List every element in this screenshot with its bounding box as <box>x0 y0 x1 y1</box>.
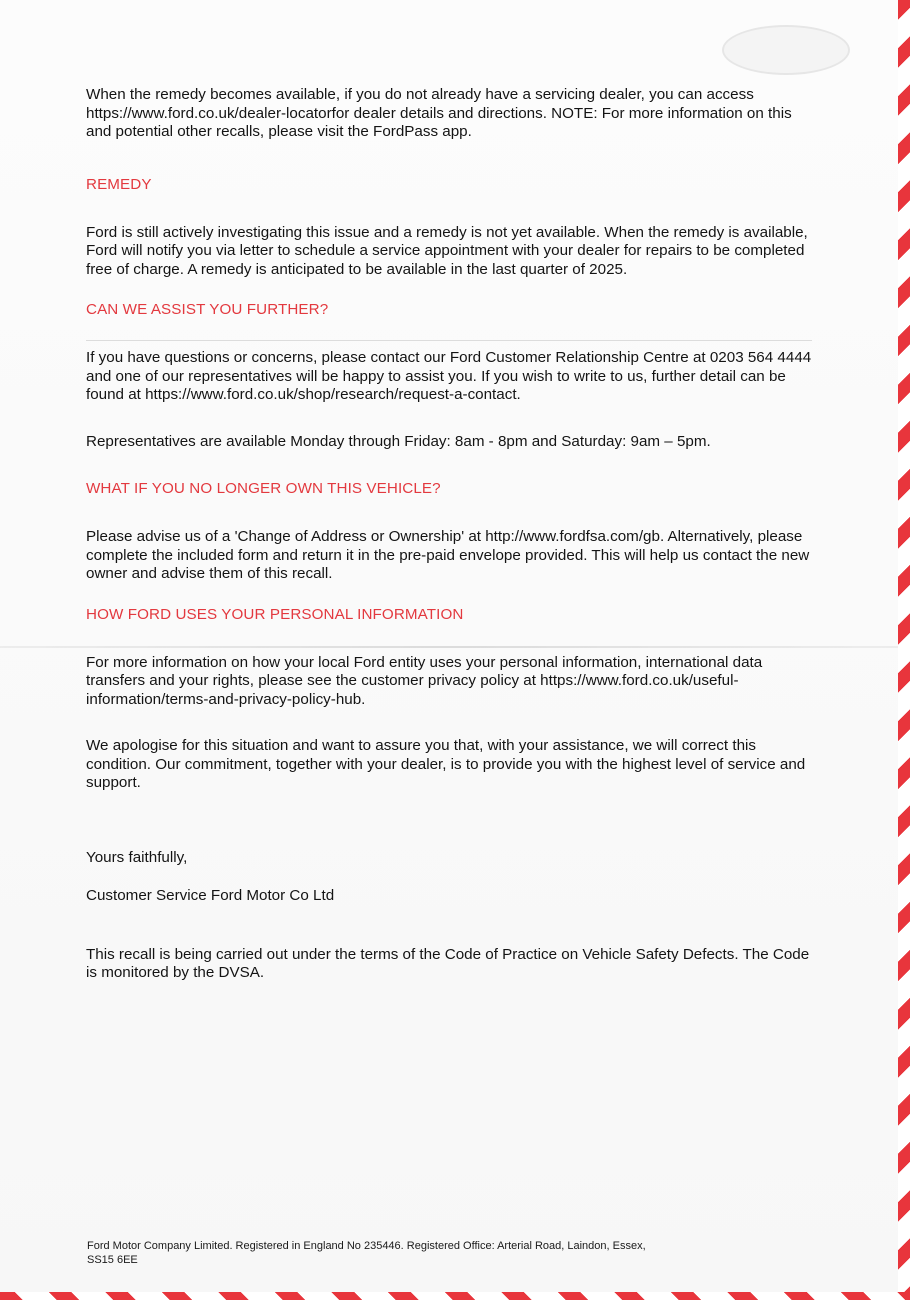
remedy-heading: REMEDY <box>86 175 152 193</box>
company-registration-footer: Ford Motor Company Limited. Registered in England No 235446. Registered Office: Arterial Road, Laindon, Essex, SS15 6EE <box>87 1240 646 1266</box>
signatory-line: Customer Service Ford Motor Co Ltd <box>86 887 335 904</box>
red-stripe-border-right <box>898 0 910 1300</box>
letter-body <box>86 86 814 983</box>
apology-paragraph: We apologise for this situation and want to assure you that, with your assistance, we will correct this condition. Our commitment, together with your dealer, is to provide you with the highest level of service and support. <box>86 737 806 791</box>
assist-paragraph: If you have questions or concerns, please contact our Ford Customer Relationship Centre at 0203 564 4444 and one of our representatives will be happy to assist you. If you wish to write to us, further detail can be found at https://www.ford.co.uk/shop/research/request-a-contact. <box>86 349 812 403</box>
privacy-paragraph: For more information on how your local Ford entity uses your personal information, international data transfers and your rights, please see the customer privacy policy at https://www.ford.co.uk/useful-information/terms-and-privacy-policy-hub. <box>86 653 763 708</box>
ownership-paragraph: Please advise us of a 'Change of Address or Ownership' at http://www.fordfsa.com/gb. Alternatively, please complete the included form and return it in the pre-paid envelope provided. This will help us contact the new owner and advise them of this recall. <box>86 528 810 582</box>
remedy-paragraph: Ford is still actively investigating this issue and a remedy is not yet available. When the remedy is available, Ford will notify you via letter to schedule a service appointment with your dealer for repairs to be completed free of charge. A remedy is anticipated to be available in the last quarter of 2025. <box>86 223 808 278</box>
ford-logo-bleedthrough <box>722 25 850 75</box>
assist-heading: CAN WE ASSIST YOU FURTHER? <box>86 301 329 318</box>
hours-paragraph: Representatives are available Monday through Friday: 8am - 8pm and Saturday: 9am – 5pm. <box>86 432 711 450</box>
privacy-heading: HOW FORD USES YOUR PERSONAL INFORMATION <box>86 605 464 623</box>
intro-paragraph: When the remedy becomes available, if you do not already have a servicing dealer, you can access https://www.ford.co.uk/dealer-locatorfor dealer details and directions. NOTE: For more information on this and potential other recalls, please visit the FordPass app. <box>86 86 792 140</box>
red-stripe-border-bottom <box>0 1292 910 1300</box>
closing-line: Yours faithfully, <box>86 848 188 866</box>
ownership-heading: WHAT IF YOU NO LONGER OWN THIS VEHICLE? <box>86 480 441 497</box>
code-of-practice-paragraph: This recall is being carried out under the terms of the Code of Practice on Vehicle Safety Defects. The Code is monitored by the DVSA. <box>86 945 810 981</box>
